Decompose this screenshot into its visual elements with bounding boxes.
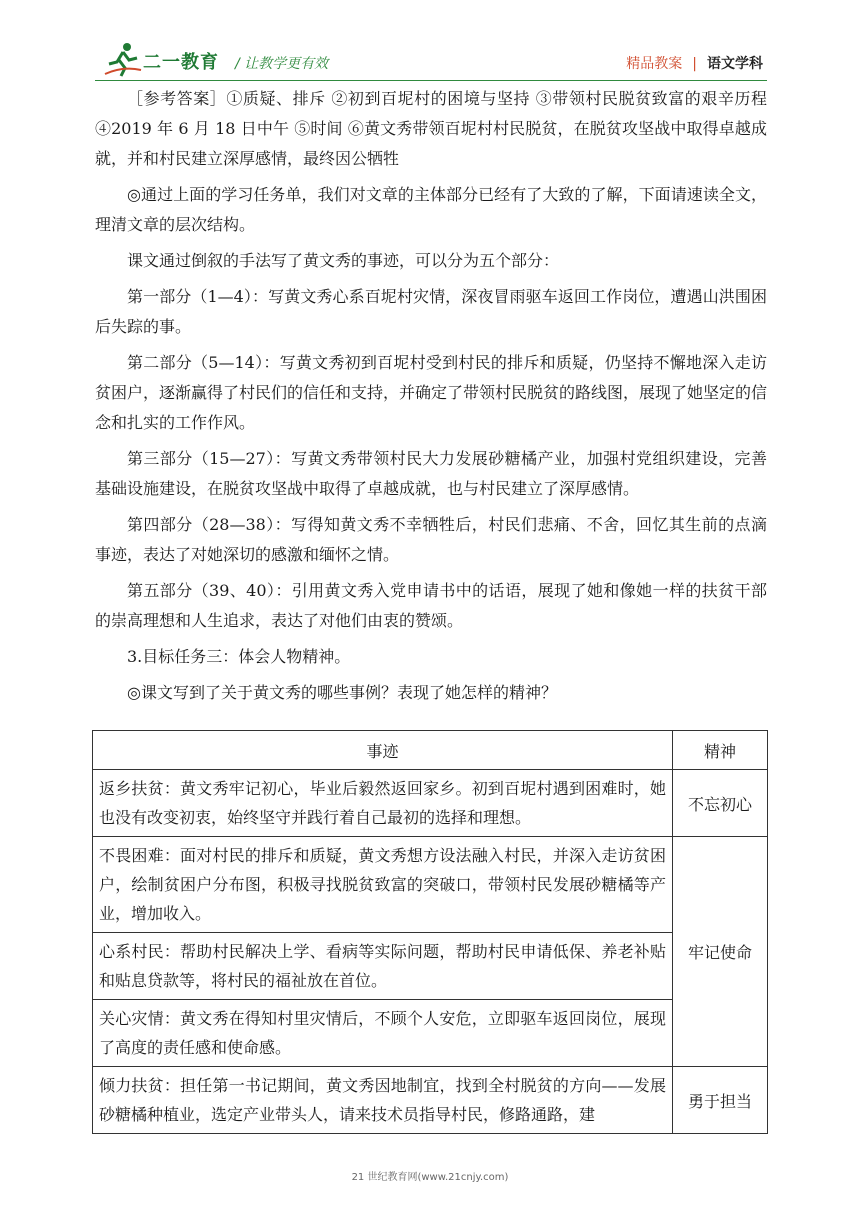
paragraph: 第五部分（39、40）：引用黄文秀入党申请书中的话语，展现了她和像她一样的扶贫干部的崇高理想和人生追求，表达了对他们由衷的赞颂。: [95, 581, 767, 630]
spirit-cell: 牢记使命: [673, 837, 768, 1067]
body-text: [95, 84, 767, 714]
spirit-cell: 勇于担当: [673, 1067, 768, 1134]
table-header-deeds: 事迹: [93, 731, 673, 770]
header-labels: [626, 53, 763, 73]
header-slogan: / 让教学更有效: [235, 56, 329, 72]
table-row: [93, 933, 768, 1000]
spirit-cell: 不忘初心: [673, 770, 768, 837]
table-row: [93, 837, 768, 933]
deed-cell: 心系村民：帮助村民解决上学、看病等实际问题，帮助村民申请低保、养老补贴和贴息贷款等，将村民的福祉放在首位。: [93, 933, 673, 1000]
paragraph: 3.目标任务三：体会人物精神。: [127, 647, 351, 666]
table-row: [93, 1000, 768, 1067]
paragraph: ［参考答案］①质疑、排斥 ②初到百坭村的困境与坚持 ③带领村民脱贫致富的艰辛历程 ④2019 年 6 月 18 日中午 ⑤时间 ⑥黄文秀带领百坭村村民脱贫，在脱贫攻坚战中取得卓越成就，并和村民建立深厚感情，最终因公牺牲: [95, 89, 767, 168]
paragraph: 课文通过倒叙的手法写了黄文秀的事迹，可以分为五个部分：: [127, 251, 560, 270]
runner-icon: [103, 40, 143, 80]
page-header: [95, 40, 767, 80]
paragraph: ◎通过上面的学习任务单，我们对文章的主体部分已经有了大致的了解，下面请速读全文，理清文章的层次结构。: [95, 185, 767, 234]
page-footer: 21 世纪教育网(www.21cnjy.com): [351, 1172, 509, 1183]
header-label-right: 语文学科: [707, 56, 763, 72]
table-header-spirit: 精神: [673, 731, 768, 770]
deed-cell: 关心灾情：黄文秀在得知村里灾情后，不顾个人安危，立即驱车返回岗位，展现了高度的责任感和使命感。: [93, 1000, 673, 1067]
deed-cell: 不畏困难：面对村民的排斥和质疑，黄文秀想方设法融入村民，并深入走访贫困户，绘制贫困户分布图，积极寻找脱贫致富的突破口，带领村民发展砂糖橘等产业，增加收入。: [93, 837, 673, 933]
table-row: [93, 770, 768, 837]
table-header-row: [93, 731, 768, 770]
paragraph: 第一部分（1—4）：写黄文秀心系百坭村灾情，深夜冒雨驱车返回工作岗位，遭遇山洪围困后失踪的事。: [95, 287, 767, 336]
table-row: [93, 1067, 768, 1134]
header-divider: |: [692, 56, 697, 72]
deed-cell: 倾力扶贫：担任第一书记期间，黄文秀因地制宜，找到全村脱贫的方向——发展砂糖橘种植业，选定产业带头人，请来技术员指导村民，修路通路，建: [93, 1067, 673, 1134]
logo: [103, 40, 233, 80]
paragraph: 第四部分（28—38）：写得知黄文秀不幸牺牲后，村民们悲痛、不舍，回忆其生前的点滴事迹，表达了对她深切的感激和缅怀之情。: [95, 515, 767, 564]
deed-cell: 返乡扶贫：黄文秀牢记初心，毕业后毅然返回家乡。初到百坭村遇到困难时，她也没有改变初衷，始终坚守并践行着自己最初的选择和理想。: [93, 770, 673, 837]
paragraph: ◎课文写到了关于黄文秀的哪些事例？表现了她怎样的精神？: [127, 683, 557, 702]
header-label-left: 精品教案: [626, 56, 683, 72]
logo-text: 二一教育: [143, 52, 219, 73]
paragraph: 第三部分（15—27）：写黄文秀带领村民大力发展砂糖橘产业，加强村党组织建设，完善基础设施建设，在脱贫攻坚战中取得了卓越成就，也与村民建立了深厚感情。: [95, 449, 767, 498]
paragraph: 第二部分（5—14）：写黄文秀初到百坭村受到村民的排斥和质疑，仍坚持不懈地深入走访贫困户，逐渐赢得了村民们的信任和支持，并确定了带领村民脱贫的路线图，展现了她坚定的信念和扎实的工作作风。: [95, 353, 768, 432]
deeds-spirit-table: [92, 730, 768, 1134]
header-rule: [95, 80, 767, 81]
